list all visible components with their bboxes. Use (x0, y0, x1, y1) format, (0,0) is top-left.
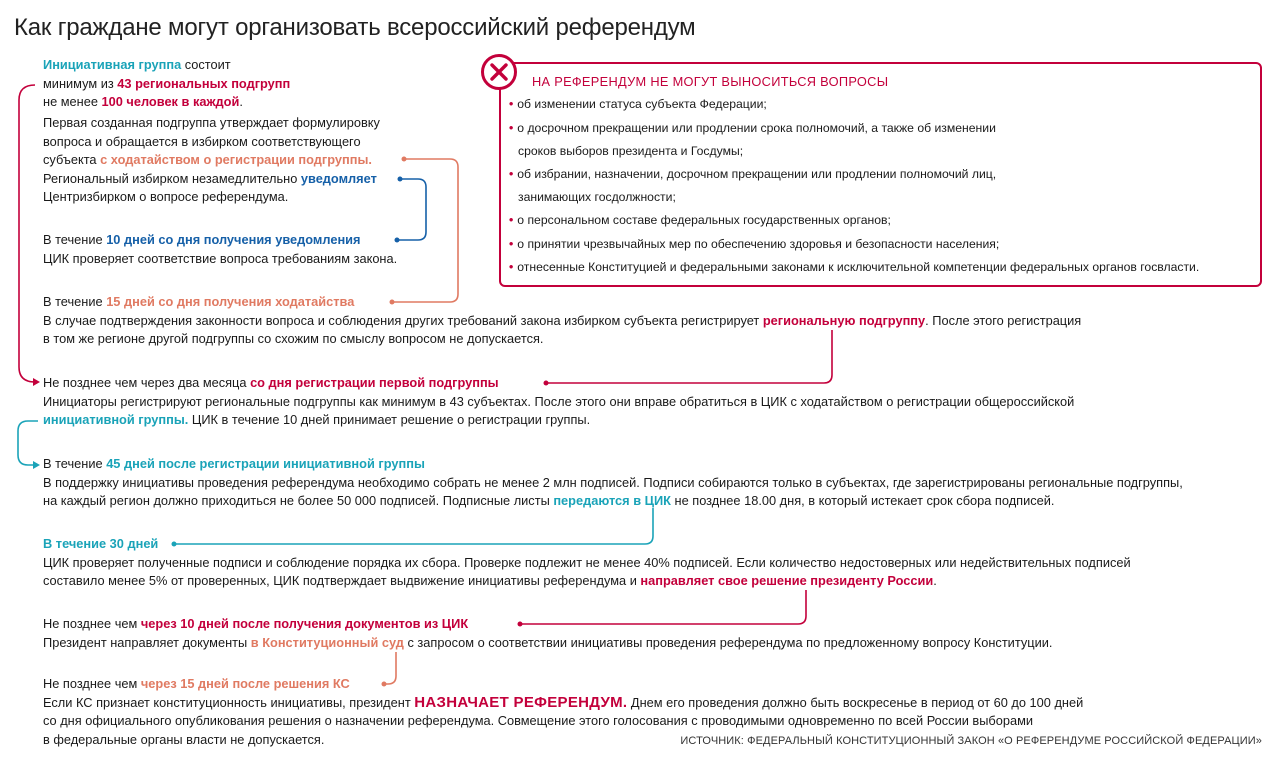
ten-days-block (43, 231, 397, 268)
prohibited-item-text: о персональном составе федеральных государственных органов; (517, 213, 891, 227)
to-president-highlight: направляет свое решение президенту России (640, 573, 934, 588)
prohibited-item (509, 260, 1199, 274)
source-note: ИСТОЧНИК: ФЕДЕРАЛЬНЫЙ КОНСТИТУЦИОННЫЙ ЗАКОН «О РЕФЕРЕНДУМЕ РОССИЙСКОЙ ФЕДЕРАЦИИ» (680, 735, 1262, 747)
fifteen-days-block (43, 293, 1081, 349)
petition-highlight: с ходатайством о регистрации подгруппы. (100, 152, 372, 167)
x-mark (490, 63, 508, 81)
arrow-head-initiative (33, 378, 40, 386)
regional-subgroup-highlight: региональную подгруппу (762, 312, 926, 328)
thirty-days-block (43, 535, 1131, 591)
prohibited-item-text: об изменении статуса субъекта Федерации; (517, 97, 767, 111)
initiative-group-term: Инициативная группа (43, 57, 182, 72)
connector-notify-ten (397, 179, 426, 240)
step-text: с запросом о соответствии инициативы проведения референдума по предложенному вопросу Конституции. (403, 634, 1053, 650)
prohibited-item-text: об избрании, назначении, досрочном прекращении или продлении полномочий лиц, (517, 167, 997, 181)
step-heading: В течение (43, 456, 107, 471)
step-text: ЦИК проверяет полученные подписи и соблюдение порядка их сбора. Проверке подлежит не менее 40% подписей. Если количество недостоверных или недействительных подписей (43, 554, 1131, 570)
members-count: 100 человек в каждой (101, 94, 240, 109)
step-text: . (933, 573, 937, 588)
prohibited-questions-title: НА РЕФЕРЕНДУМ НЕ МОГУТ ВЫНОСИТЬСЯ ВОПРОСЫ (532, 74, 889, 89)
step-text: со дня официального опубликования решения о назначении референдума. Совмещение этого голосования с проводимыми одновременно по всей России выборами (43, 713, 1034, 728)
step-text: В случае подтверждения законности вопроса и соблюдения других требований закона избирком субъекта регистрирует (43, 312, 763, 328)
step-text: ЦИК проверяет соответствие вопроса требованиям закона. (43, 250, 398, 266)
step-text: Президент направляет документы (43, 634, 251, 650)
initiative-text: минимум из (43, 75, 118, 91)
initiative-group-highlight: инициативной группы. (43, 412, 189, 427)
step-deadline: со дня регистрации первой подгруппы (250, 375, 499, 390)
sent-to-cik-highlight: передаются в ЦИК (553, 493, 671, 508)
step-text: ЦИК в течение 10 дней принимает решение о регистрации группы. (188, 412, 591, 427)
connector-initiative-two-months (19, 85, 35, 382)
step-deadline: 15 дней со дня получения ходатайства (106, 294, 355, 309)
step-heading: В течение (43, 294, 107, 309)
prohibited-item-continuation: сроков выборов президента и Госдумы; (518, 144, 744, 158)
bullet: • (509, 167, 514, 181)
step-text: составило менее 5% от проверенных, ЦИК подтверждает выдвижение инициативы референдума и (43, 573, 641, 588)
prohibited-item (509, 237, 999, 251)
step-deadline: через 10 дней после получения документов из ЦИК (140, 616, 469, 631)
step-heading: Не позднее чем (43, 676, 141, 691)
step-heading: Не позднее чем (43, 616, 141, 631)
bullet: • (509, 260, 514, 274)
bullet: • (509, 213, 514, 227)
bullet: • (509, 121, 514, 135)
step-text: Если КС признает конституционность инициативы, президент (43, 694, 415, 710)
prohibited-item (509, 213, 891, 227)
step-deadline: 45 дней после регистрации инициативной группы (106, 456, 425, 471)
step-text: на каждый регион должно приходиться не более 50 000 подписей. Подписные листы (43, 493, 554, 508)
first-subgroup-block (43, 114, 380, 207)
first-subgroup-line: Первая созданная подгруппа утверждает формулировку (43, 115, 380, 130)
step-text: Днем его проведения должно быть воскресенье в период от 60 до 100 дней (627, 694, 1084, 710)
two-months-block (43, 374, 1074, 430)
referendum-appointed-highlight: НАЗНАЧАЕТ РЕФЕРЕНДУМ. (414, 693, 628, 711)
court-highlight: в Конституционный суд (250, 634, 404, 650)
connector-group-forty-five (18, 421, 38, 465)
step-deadline: В течение 30 дней (43, 536, 159, 551)
arrow-head-group (33, 461, 40, 469)
step-deadline: через 15 дней после решения КС (140, 676, 350, 691)
ten-days-after-block (43, 615, 1052, 652)
prohibited-item (509, 97, 767, 111)
initiative-text: . (239, 94, 243, 109)
x-circle-icon (481, 54, 517, 90)
step-text: Инициаторы регистрируют региональные подгруппы как минимум в 43 субъектах. После этого они вправе обратиться в ЦИК с ходатайством о регистрации общероссийской (43, 393, 1075, 409)
initiative-text: состоит (181, 57, 231, 72)
subgroups-count: 43 региональных подгрупп (117, 75, 291, 91)
prohibited-item-text: о досрочном прекращении или продлении срока полномочий, а также об изменении (517, 121, 996, 135)
prohibited-item-text: о принятии чрезвычайных мер по обеспечению здоровья и безопасности населения; (517, 237, 1000, 251)
prohibited-item (509, 167, 996, 181)
step-text: в том же регионе другой подгруппы со схожим по смыслу вопросом не допускается. (43, 331, 544, 346)
bullet: • (509, 97, 514, 111)
notify-highlight: уведомляет (300, 170, 377, 186)
prohibited-item (509, 121, 996, 135)
step-deadline: 10 дней со дня получения уведомления (106, 232, 361, 247)
prohibited-item-text: отнесенные Конституцией и федеральными законами к исключительной компетенции федеральных органов госвласти. (517, 260, 1200, 274)
step-text: . После этого регистрация (925, 312, 1082, 328)
first-subgroup-line: Центризбирком о вопросе референдума. (43, 189, 289, 204)
first-subgroup-text: Региональный избирком незамедлительно (43, 170, 301, 186)
bullet: • (509, 237, 514, 251)
step-heading: Не позднее чем через два месяца (43, 375, 251, 390)
first-subgroup-line: вопроса и обращается в избирком соответствующего (43, 133, 361, 149)
prohibited-item-continuation: занимающих госдолжности; (518, 190, 676, 204)
page-title: Как граждане могут организовать всероссийский референдум (14, 14, 696, 41)
step-text: не позднее 18.00 дня, в который истекает срок сбора подписей. (670, 493, 1055, 508)
step-heading: В течение (43, 232, 107, 247)
step-text: в федеральные органы власти не допускается. (43, 731, 325, 747)
first-subgroup-text: субъекта (43, 152, 101, 167)
initiative-text: не менее (43, 94, 102, 109)
initiative-group-block (43, 56, 290, 112)
forty-five-days-block (43, 455, 1183, 511)
step-text: В поддержку инициативы проведения референдума необходимо собрать не менее 2 млн подписей. Подписи собираются только в субъектах, где зарегистрированы региональные подгруппы, (43, 474, 1183, 490)
